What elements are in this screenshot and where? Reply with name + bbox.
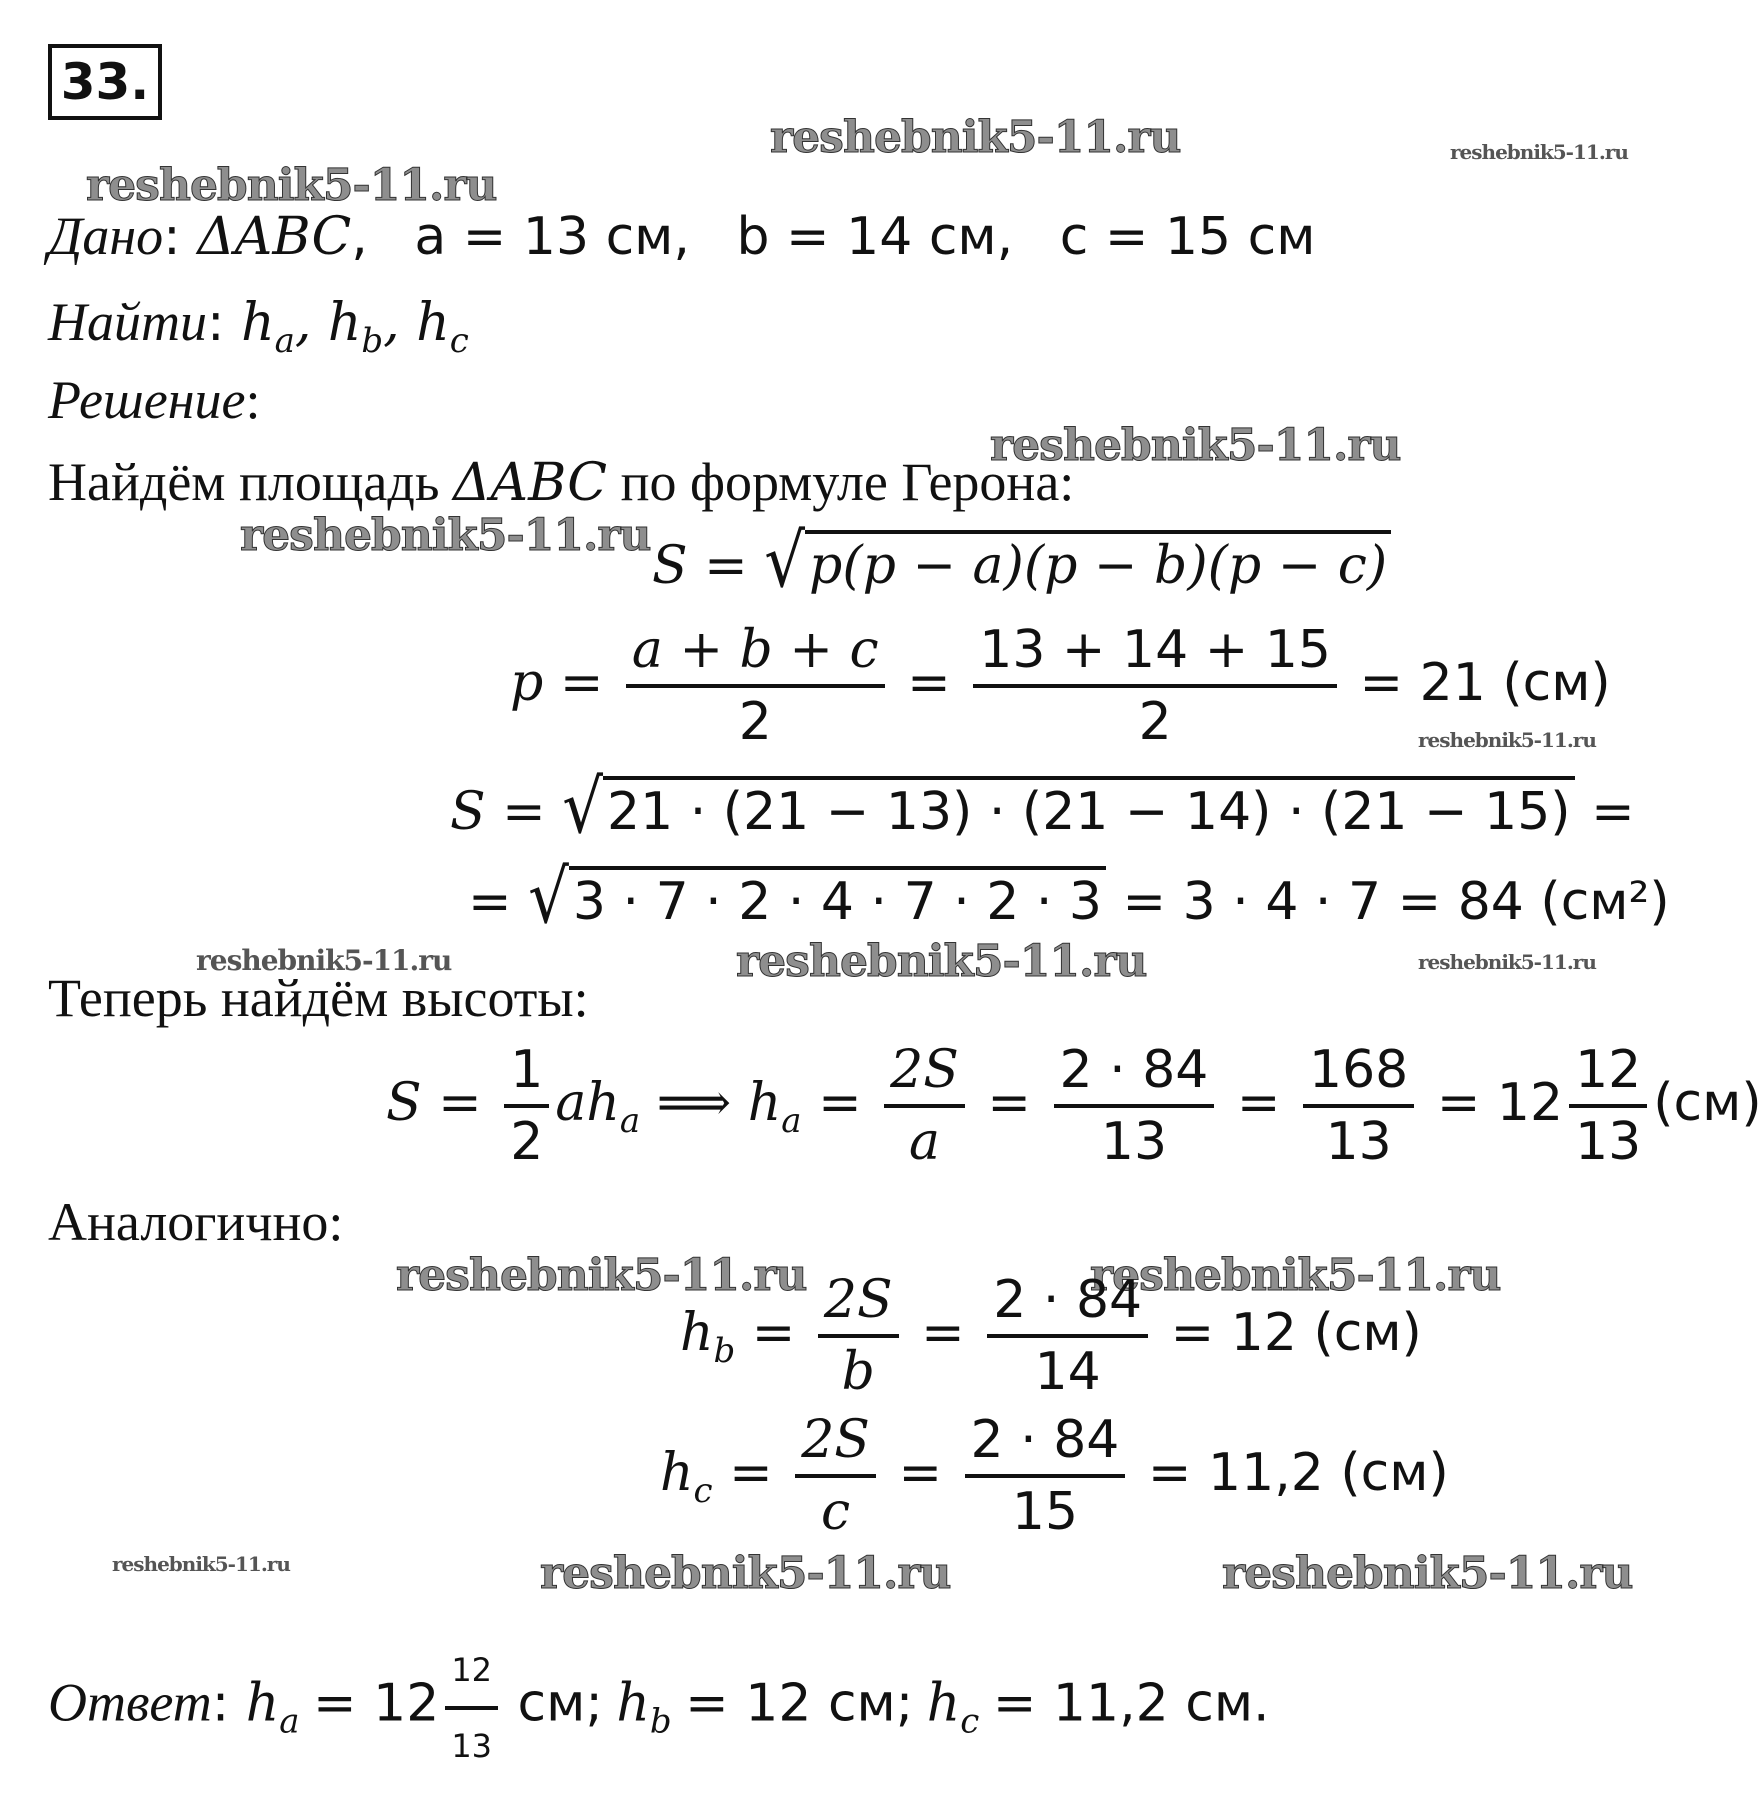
ha-whole: = 12 (1436, 1073, 1564, 1133)
given-b: b = 14 см (736, 207, 997, 267)
watermark: reshebnik5-11.ru (736, 936, 1147, 987)
hc-derivation: $h_c$ = $\frac{2S}{c}$ = $\frac{2 \cdot 84}{15}$ = 11,2 (см) (660, 1410, 1449, 1542)
ha-eq: = (818, 1073, 862, 1133)
hb-f1-num: 2S (818, 1270, 899, 1338)
watermark: reshebnik5-11.ru (1450, 140, 1628, 164)
semi-num2: 13 + 14 + 15 (973, 620, 1337, 688)
given-triangle: ΔABC (197, 207, 352, 267)
given-a: a = 13 см (414, 207, 674, 267)
watermark: reshebnik5-11.ru (540, 1548, 951, 1599)
answer-ha-sub: a (279, 1701, 300, 1742)
area-line-2 (468, 855, 1670, 941)
answer-ha-den: 13 (451, 1727, 493, 1765)
area2-result: = 3 · 4 · 7 = 84 (см²) (1122, 872, 1670, 932)
hb-sub: b (713, 1331, 736, 1371)
answer-hb-sub: b (649, 1701, 672, 1742)
hc-f2-den: 15 (1011, 1482, 1079, 1542)
answer-hb-rest: = 12 см; (685, 1673, 914, 1734)
answer-hc-rest: = 11,2 см. (992, 1673, 1270, 1734)
heron-lhs: S = (652, 536, 748, 596)
answer-ha-lhs: h (245, 1673, 280, 1734)
answer-ha-unit: см; (517, 1673, 603, 1734)
step2-line: Теперь найдём высоты: (48, 968, 589, 1028)
find-sub-a: a (274, 321, 295, 361)
area2-radicand: 3 · 7 · 2 · 4 · 7 · 2 · 3 (569, 866, 1106, 932)
semi-num1: a + b + c (626, 620, 885, 688)
answer-label: Ответ (48, 1672, 212, 1733)
analog-line: Аналогично: (48, 1192, 344, 1252)
hb-lhs: h (680, 1303, 714, 1363)
hb-derivation: $h_b$ = $\frac{2S}{b}$ = $\frac{2 \cdot 84}{14}$ = 12 (см) (680, 1270, 1422, 1402)
answer-line: Ответ: $h_a = 12$ $\frac{12}{13}$ см; $h_b = 12$ см; $h_c = 11,2$ см. (48, 1638, 1270, 1778)
sqrt-icon: √ (764, 519, 806, 605)
ha-f4-num: 12 (1569, 1040, 1647, 1108)
step1-text-before: Найдём площадь (48, 452, 440, 512)
watermark: reshebnik5-11.ru (86, 160, 497, 211)
problem-number: 33. (48, 44, 162, 120)
solution-line: Решение: (48, 370, 261, 430)
ha-expr: ah (555, 1073, 620, 1133)
given-line: Дано: ΔABC, a = 13 см, b = 14 см, c = 15 см (48, 206, 1316, 267)
semi-perimeter: p = $\frac{a + b + c}{2}$ = $\frac{13 + 14 + 15}{2}$ = 21 (см) (510, 620, 1611, 752)
area1-radicand: 21 · (21 − 13) · (21 − 14) · (21 − 15) (603, 776, 1575, 842)
watermark: reshebnik5-11.ru (112, 1552, 290, 1576)
find-line: Найти: $h_a$, $h_b$, $h_c$ (48, 292, 469, 361)
sqrt-icon: √ (528, 855, 569, 941)
semi-den2: 2 (1138, 692, 1172, 752)
area-line-1 (450, 765, 1635, 851)
answer-ha-num: 12 (445, 1638, 498, 1710)
find-label: Найти (48, 292, 207, 352)
hb-result: = 12 (см) (1170, 1303, 1422, 1363)
watermark: reshebnik5-11.ru (1090, 1250, 1501, 1301)
ha-arrow: ⟹ h (656, 1073, 782, 1133)
answer-hb-lhs: h (616, 1673, 650, 1734)
ha-f4-den: 13 (1575, 1112, 1642, 1172)
step1-text-after: по формуле Герона: (620, 452, 1075, 512)
ha-f1-num: 2S (884, 1040, 965, 1108)
hc-f2-num: 2 · 84 (965, 1410, 1126, 1478)
ha-sub: a (619, 1101, 641, 1141)
area1-tail: = (1591, 782, 1635, 842)
heron-formula (652, 519, 1391, 605)
ha-f2-den: 13 (1100, 1112, 1168, 1172)
ha-half-num: 1 (504, 1040, 549, 1108)
semi-result: = 21 (см) (1359, 653, 1611, 713)
semi-den1: 2 (738, 692, 772, 752)
hc-sub: c (693, 1471, 713, 1511)
area2-lhs: = (468, 872, 512, 932)
hb-f2-num: 2 · 84 (987, 1270, 1148, 1338)
ha-f2-num: 2 · 84 (1054, 1040, 1215, 1108)
semi-lhs: p = (510, 653, 604, 713)
answer-hc-lhs: h (926, 1673, 961, 1734)
watermark: reshebnik5-11.ru (1418, 950, 1596, 974)
hb-f1-den: b (841, 1342, 875, 1402)
answer-hc-sub: c (960, 1701, 980, 1742)
find-sub-c: c (449, 321, 469, 361)
answer-ha-eq: = 12 (313, 1673, 440, 1734)
ha-f3-den: 13 (1325, 1112, 1392, 1172)
hc-f1-den: c (820, 1482, 851, 1542)
hc-f1-num: 2S (795, 1410, 876, 1478)
watermark: reshebnik5-11.ru (396, 1250, 807, 1301)
hc-lhs: h (660, 1443, 694, 1503)
watermark: reshebnik5-11.ru (240, 510, 651, 561)
watermark: reshebnik5-11.ru (770, 112, 1181, 163)
watermark: reshebnik5-11.ru (196, 944, 452, 977)
hb-f2-den: 14 (1034, 1342, 1101, 1402)
sqrt-icon: √ (562, 765, 604, 851)
area1-lhs: S = (450, 782, 546, 842)
ha-f3-num: 168 (1303, 1040, 1414, 1108)
ha-unit: (см) (1653, 1073, 1762, 1133)
step1-triangle: ΔABC (452, 453, 608, 513)
find-sub-b: b (361, 321, 384, 361)
hc-result: = 11,2 (см) (1147, 1443, 1449, 1503)
solution-label: Решение (48, 370, 246, 430)
watermark: reshebnik5-11.ru (1418, 728, 1596, 752)
ha-f1-den: a (909, 1112, 941, 1172)
given-label: Дано (48, 206, 164, 266)
given-c: c = 15 см (1059, 207, 1316, 267)
heron-radicand: p(p − a)(p − b)(p − c) (805, 530, 1391, 596)
ha-lhs: S = (386, 1073, 482, 1133)
ha-derivation: S = $\frac{1}{2}$ $ah_a$ ⟹ $h_a$ = $\frac{2S}{a}$ = $\frac{2 \cdot 84}{13}$ = $\frac{168}{13}$ = 12 $\frac{12}{13}$ (см) (386, 1040, 1762, 1172)
watermark: reshebnik5-11.ru (990, 420, 1401, 471)
watermark: reshebnik5-11.ru (1222, 1548, 1633, 1599)
ha-half-den: 2 (510, 1112, 544, 1172)
step1-line (48, 450, 1074, 515)
